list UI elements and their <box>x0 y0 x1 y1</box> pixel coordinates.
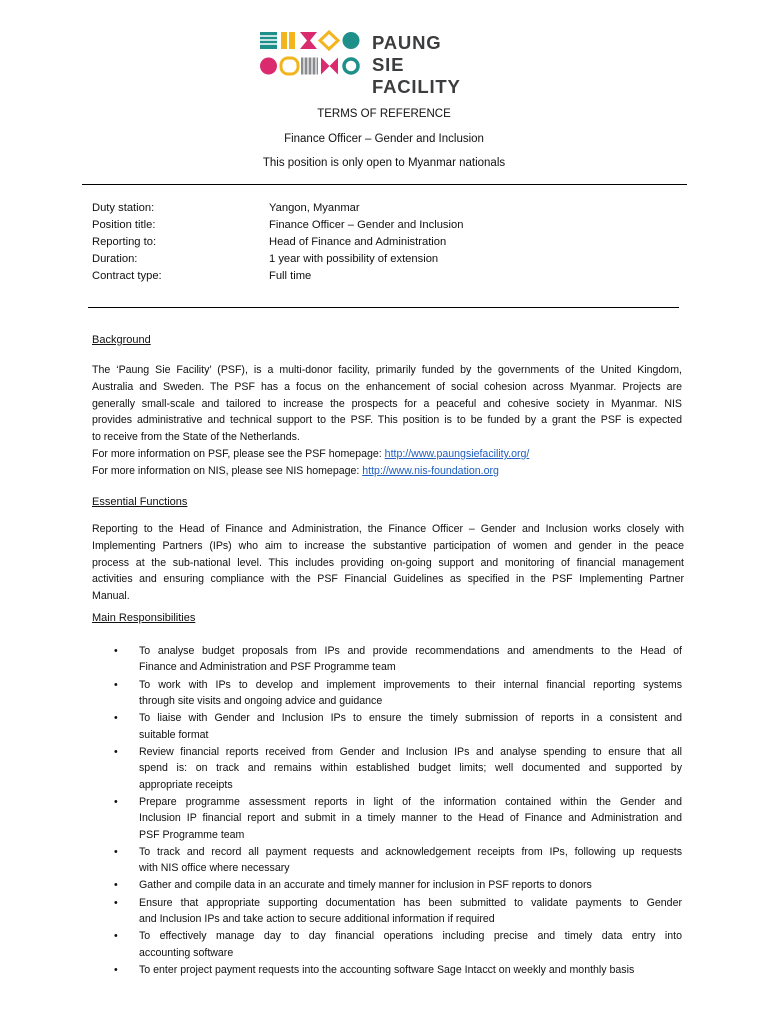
info-label: Position title: <box>92 219 156 231</box>
paragraph-line: The ‘Paung Sie Facility’ (PSF), is a multi-donor facility, primarily funded by the governments of the United Kingdom, <box>92 364 682 376</box>
logo-name-line2: FACILITY <box>372 76 461 97</box>
list-item <box>92 677 682 710</box>
info-value: Finance Officer – Gender and Inclusion <box>269 219 464 231</box>
info-divider <box>88 307 679 308</box>
paragraph-line: Australia and Sweden. The PSF has a focus on the enhancement of social cohesion across Myanmar. Projects are <box>92 380 682 393</box>
paung-sie-facility-logo <box>258 30 478 97</box>
bullet-icon: • <box>114 645 118 657</box>
list-item-line: To enter project payment requests into the accounting software Sage Intacct on weekly and monthly basis <box>139 963 635 976</box>
main-responsibilities-heading: Main Responsibilities <box>92 612 196 624</box>
list-item-line: To liaise with Gender and Inclusion IPs to ensure the timely submission of reports in a consistent and <box>139 712 682 725</box>
info-value: Full time <box>269 270 312 282</box>
list-item <box>92 643 682 676</box>
psf-info-line <box>92 446 682 463</box>
paragraph-line: Reporting to the Head of Finance and Administration, the Finance Officer – Gender and Inclusion works closely with <box>92 523 684 535</box>
logo-mark-icon <box>258 30 370 78</box>
logo-name-line1: PAUNG SIE <box>372 32 442 75</box>
info-value: Head of Finance and Administration <box>269 236 447 248</box>
background-paragraph <box>92 362 682 480</box>
bullet-icon: • <box>114 712 118 725</box>
list-item <box>92 962 682 978</box>
info-value: 1 year with possibility of extension <box>269 253 439 265</box>
logo-wordmark <box>372 32 478 98</box>
list-item <box>92 895 682 928</box>
list-item-line: To track and record all payment requests and acknowledgement receipts from IPs, following up requests <box>139 845 682 858</box>
info-label: Duration: <box>92 253 138 265</box>
background-heading: Background <box>92 334 151 346</box>
header-divider <box>82 184 687 185</box>
nis-info-text: For more information on NIS, please see NIS homepage: <box>92 464 363 477</box>
paragraph-line: Implementing Partners (IPs) who aim to increase the substantive participation of women and gender in the peace <box>92 539 684 552</box>
list-item <box>92 744 682 793</box>
list-item-line: Finance and Administration and PSF Programme team <box>139 661 396 674</box>
list-item-line: Inclusion IP financial report and submit in a timely manner to the Head of Finance and Administration and <box>139 812 682 825</box>
list-item-line: through site visits and ongoing advice and guidance <box>139 695 383 708</box>
logo-hatched-square <box>260 32 277 49</box>
list-item-line: spend is: on track and remains within established budget limits; well documented and supported by <box>139 762 682 775</box>
list-item-line: To analyse budget proposals from IPs and provide recommendations and amendments to the Head of <box>139 645 682 657</box>
list-item-line: and Inclusion IPs and take action to secure additional information if required <box>139 913 495 926</box>
logo-striped-square <box>301 58 318 75</box>
paragraph-line: to receive from the State of the Netherlands. <box>92 431 300 444</box>
logo-yellow-pill <box>281 58 298 74</box>
bullet-icon: • <box>114 896 118 909</box>
info-label: Contract type: <box>92 270 162 282</box>
logo-yellow-diamond <box>320 32 338 49</box>
document-title: TERMS OF REFERENCE <box>317 108 451 120</box>
list-item-line: appropriate receipts <box>139 778 233 791</box>
logo-magenta-circle <box>260 58 277 75</box>
bullet-icon: • <box>114 963 118 976</box>
list-item-line: with NIS office where necessary <box>139 862 290 875</box>
bullet-icon: • <box>114 845 118 858</box>
list-item-line: To work with IPs to develop and implement improvements to their internal financial reporting systems <box>139 678 682 691</box>
list-item <box>92 844 682 877</box>
paragraph-line: Manual. <box>92 590 130 603</box>
bullet-icon: • <box>114 745 118 758</box>
list-item-line: Ensure that appropriate supporting documentation has been submitted to validate payments to Gender <box>139 896 682 909</box>
list-item-line: Prepare programme assessment reports in light of the information contained within the Gender and <box>139 795 682 808</box>
paragraph-line: process at the sub-national level. This includes providing on-going support and monitoring of financial management <box>92 556 684 569</box>
list-item <box>92 710 682 743</box>
list-item-line: PSF Programme team <box>139 828 245 841</box>
psf-info-text: For more information on PSF, please see the PSF homepage: <box>92 447 385 460</box>
list-item <box>92 794 682 843</box>
nis-info-line <box>92 463 682 480</box>
responsibilities-list <box>92 643 682 979</box>
eligibility-note: This position is only open to Myanmar nationals <box>262 157 506 169</box>
list-item-line: To effectively manage day to day financial operations including precise and timely data entry into <box>139 930 682 943</box>
bullet-icon: • <box>114 795 118 808</box>
document-subtitle: Finance Officer – Gender and Inclusion <box>284 133 484 145</box>
bullet-icon: • <box>114 879 118 892</box>
list-item-line: Review financial reports received from Gender and Inclusion IPs and analyse spending to ensure that all <box>139 745 682 758</box>
info-label: Reporting to: <box>92 236 157 248</box>
paragraph-line: activities and ensuring compliance with the PSF Financial Guidelines as specified in the PSF Implementing Partner <box>92 573 684 586</box>
info-value: Yangon, Myanmar <box>269 202 360 214</box>
nis-homepage-link[interactable]: http://www.nis-foundation.org <box>362 464 499 477</box>
list-item-line: accounting software <box>139 946 234 959</box>
psf-homepage-link[interactable]: http://www.paungsiefacility.org/ <box>384 447 530 460</box>
logo-magenta-bowtie <box>300 32 317 49</box>
logo-teal-ring <box>344 59 358 73</box>
bullet-icon: • <box>114 930 118 943</box>
logo-magenta-hourglass <box>321 58 338 75</box>
logo-yellow-bars <box>281 32 295 49</box>
essential-functions-paragraph <box>92 521 684 605</box>
list-item <box>92 877 682 893</box>
info-label: Duty station: <box>92 202 155 214</box>
paragraph-line: generally small-scale and tailored to increase the prospects for a peaceful and cohesive society in Myanmar. NIS <box>92 397 682 410</box>
list-item-line: suitable format <box>139 728 209 741</box>
bullet-icon: • <box>114 678 118 691</box>
list-item <box>92 928 682 961</box>
list-item-line: Gather and compile data in an accurate and timely manner for inclusion in PSF reports to donors <box>139 879 592 892</box>
paragraph-line: provides administrative and technical support to the PSF. This position is to be funded by a grant the PSF is expected <box>92 414 682 427</box>
essential-functions-heading: Essential Functions <box>92 496 188 508</box>
logo-teal-circle <box>343 32 360 49</box>
